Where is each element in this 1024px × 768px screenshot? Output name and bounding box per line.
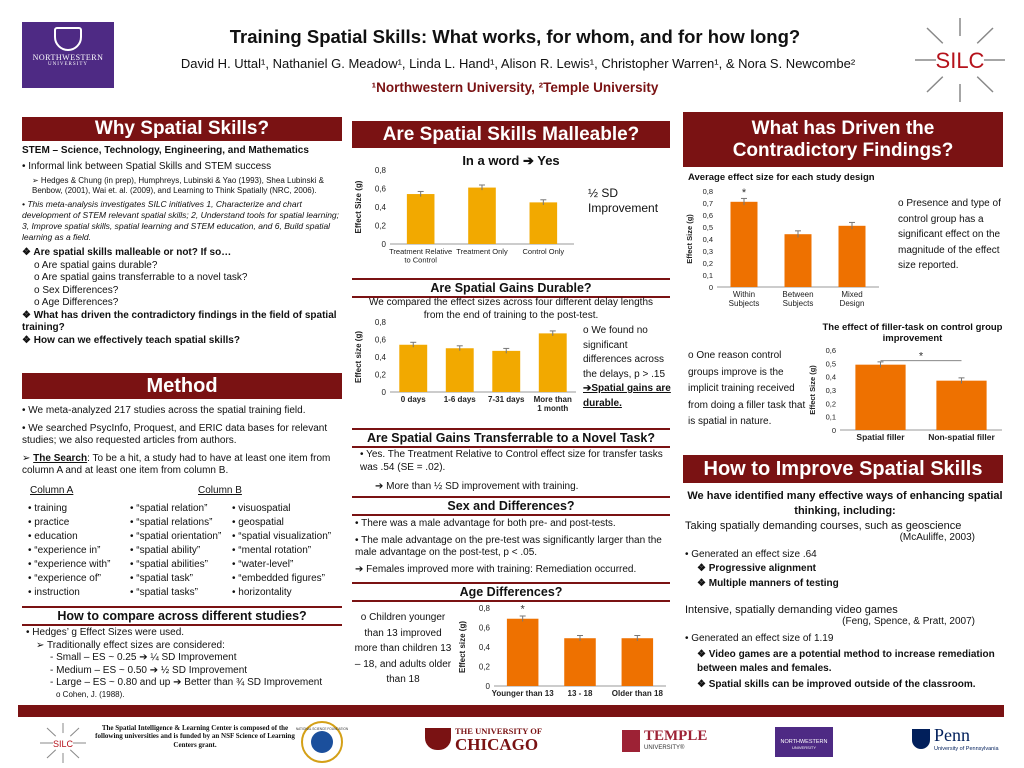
question-teach: ❖ How can we effectively teach spatial skills?: [22, 334, 240, 346]
transfer-header: Are Spatial Gains Transferrable to a Novel Task?: [352, 428, 670, 448]
x-tick-label: [782, 290, 813, 308]
list-item: • “experience with”: [28, 559, 111, 570]
chart-design: [683, 183, 883, 319]
age-note: o Children younger than 13 improved more than children 13 – 18, and adults older than 18: [354, 612, 452, 685]
y-tick-label: 0,1: [702, 271, 713, 280]
x-tick-line: Treatment Relative: [389, 247, 453, 256]
durable-header: Are Spatial Gains Durable?: [352, 278, 670, 298]
why-citations: ➢ Hedges & Chung (in prep), Humphreys, Lubinski & Yao (1993), Shea Lubinski & Benbow, (2001), Wai et. al. (2009), and Learning to Think Spatially (NRC, 2006).: [32, 176, 324, 195]
list-item: • “spatial tasks”: [130, 587, 198, 598]
sex-section: [355, 518, 670, 576]
x-tick-line: Control Only: [522, 247, 565, 256]
y-axis-label: Effect Size (g): [354, 180, 363, 234]
y-tick-label: 0,8: [374, 318, 386, 327]
bar: [785, 234, 812, 287]
question-head: ❖ Are spatial skills malleable or not? If so…: [22, 247, 232, 259]
list-item: • visuospatial: [232, 503, 291, 514]
video-games-method: Intensive, spatially demanding video games: [685, 604, 898, 617]
list-item: • “spatial task”: [130, 573, 193, 584]
x-tick-label: [840, 290, 865, 308]
courses-effect: • Generated an effect size .64: [685, 548, 817, 560]
question-transfer: o Are spatial gains transferrable to a novel task?: [34, 272, 248, 284]
bar: [492, 351, 520, 392]
x-tick-label: 13 - 18: [567, 689, 593, 698]
bar: [446, 348, 474, 392]
compare-small: - Small – ES ~ 0.25 ➔ ¼ SD Improvement: [50, 652, 237, 663]
bar: [530, 202, 558, 244]
chicago-logo: [425, 726, 555, 756]
list-item: • “spatial orientation”: [130, 531, 222, 542]
bar: [407, 194, 435, 244]
chicago-text-2: CHICAGO: [455, 735, 539, 754]
column-a-head: Column A: [30, 485, 74, 496]
sex-bullet-2: • The male advantage on the pre-test was significantly larger than the male advantage on the post-test, p < .05.: [355, 534, 662, 558]
silc-logo-text: SILC: [935, 48, 985, 73]
chicago-text-1: THE UNIVERSITY OF: [455, 726, 543, 736]
affiliations: ¹Northwestern University, ²Temple University: [371, 80, 659, 95]
feng-citation: (Feng, Spence, & Pratt, 2007): [842, 616, 975, 628]
question-contradictory: ❖ What has driven the contradictory findings in the field of spatial training?: [22, 309, 337, 334]
y-tick-label: 0,6: [478, 623, 490, 633]
list-item: • geospatial: [232, 517, 284, 528]
outside-classroom: ❖ Spatial skills can be improved outside of the classroom.: [697, 678, 976, 690]
y-tick-label: 0,3: [702, 247, 713, 256]
courses-method: Taking spatially demanding courses, such as geoscience: [685, 519, 962, 532]
in-a-word: In a word ➔ Yes: [462, 153, 560, 168]
logo-subtext: UNIVERSITY: [48, 62, 88, 67]
why-bullet-1: • Informal link between Spatial Skills and STEM success: [22, 160, 272, 172]
nsf-logo: [295, 720, 349, 764]
bar: [855, 365, 905, 430]
x-tick-label: 7-31 days: [488, 395, 525, 404]
question-age: o Age Differences?: [34, 297, 119, 309]
chart-malleable: [352, 164, 582, 274]
y-tick-label: 0,2: [702, 259, 713, 268]
y-tick-label: 0,4: [374, 203, 386, 212]
y-tick-label: 0: [485, 682, 490, 691]
method-bullet-1: • We meta-analyzed 217 studies across the spatial training field.: [22, 405, 306, 416]
northwestern-logo: [22, 22, 114, 88]
x-tick-label: [522, 247, 564, 256]
silc-footer-text: SILC: [52, 739, 74, 749]
y-tick-label: 0,4: [825, 372, 836, 382]
y-tick-label: 0,4: [374, 353, 386, 362]
y-tick-label: 0,6: [374, 184, 386, 194]
significance-star: *: [918, 350, 924, 363]
list-item: • horizontality: [232, 587, 292, 598]
x-tick-label: Spatial filler: [856, 432, 905, 442]
compare-medium: - Medium – ES ~ 0.50 ➔ ½ SD Improvement: [50, 664, 248, 676]
malleable-header: Are Spatial Skills Malleable?: [352, 121, 670, 148]
list-item: • “experience in”: [28, 545, 101, 556]
bar: [936, 381, 986, 430]
northwestern-footer-logo: [775, 727, 833, 757]
presence-note: o Presence and type of control group has a significant effect on the magnitude of the effect size reported.: [898, 198, 1001, 271]
compare-section: [26, 627, 346, 699]
footer-bar: [18, 705, 1004, 717]
x-tick-label: [456, 247, 508, 256]
y-tick-label: 0,8: [374, 166, 386, 175]
chicago-shield-icon: [425, 728, 451, 750]
y-axis-label: Effect Size (g): [808, 365, 817, 415]
how-intro: We have identified many effective ways of enhancing spatial thinking, including:: [687, 490, 1003, 517]
video-games-effect: • Generated an effect size of 1.19: [685, 633, 834, 645]
footer-text: The Spatial Intelligence & Learning Center is composed of the following universities and is funded by an NSF Science of Learning Centers grant.: [95, 724, 295, 749]
x-tick-line: to Control: [404, 255, 437, 265]
y-tick-label: 0: [381, 240, 386, 249]
arrow-icon: ➢: [22, 452, 34, 464]
y-tick-label: 0,7: [702, 199, 713, 208]
y-tick-label: 0,8: [702, 187, 713, 196]
transfer-bullet-2: ➔ More than ½ SD improvement with training.: [375, 481, 579, 492]
bar: [564, 638, 596, 686]
x-tick-label: [534, 395, 572, 413]
bar: [839, 226, 866, 287]
chart-age: [456, 602, 670, 704]
progressive-alignment: ❖ Progressive alignment: [697, 563, 817, 575]
sex-bullet-1: • There was a male advantage for both pre- and post-tests.: [355, 518, 616, 529]
method-search: [22, 453, 344, 478]
nw-footer-text: NORTHWESTERN: [780, 739, 828, 745]
penn-logo: [912, 727, 1012, 757]
bar: [468, 188, 496, 244]
x-tick-label: Younger than 13: [491, 689, 554, 698]
column-b-head: Column B: [198, 485, 242, 496]
y-axis-label: Effect Size (g): [685, 214, 694, 264]
durable-conclusion: ➔Spatial gains are durable.: [583, 383, 671, 409]
x-tick-label: Older than 18: [611, 689, 663, 698]
y-tick-label: 0,5: [702, 223, 713, 232]
penn-shield-icon: [912, 729, 930, 749]
sex-bullet-3: ➔ Females improved more with training: Remediation occurred.: [355, 563, 637, 575]
temple-t-icon: [622, 730, 640, 752]
y-tick-label: 0,1: [825, 412, 836, 422]
significance-star: *: [520, 603, 525, 616]
why-spatial-header: Why Spatial Skills?: [22, 117, 342, 141]
chart-filler: [806, 344, 1006, 446]
penn-subtext: University of Pennsylvania: [934, 746, 999, 752]
list-item: • education: [28, 531, 78, 542]
list-item: • “spatial ability”: [130, 545, 201, 556]
search-text: : To be a hit, a study had to have at least one item from column A and at least one item from column B.: [22, 452, 331, 476]
why-section: [22, 145, 342, 347]
x-tick-label: 0 days: [400, 395, 426, 404]
y-axis-label: Effect size (g): [458, 620, 467, 674]
temple-subtext: UNIVERSITY®: [644, 745, 685, 751]
y-tick-label: 0: [381, 388, 386, 397]
bar: [622, 638, 654, 686]
compare-bullet-2: ➢ Traditionally effect sizes are considered:: [36, 639, 225, 651]
durable-note: [583, 324, 673, 411]
x-tick-line: Within: [732, 290, 756, 299]
compare-bullet-1: • Hedges’ g Effect Sizes were used.: [26, 627, 185, 638]
driven-header: What has Driven the Contradictory Findings?: [683, 112, 1003, 167]
search-label: The Search: [33, 452, 88, 464]
bar: [507, 619, 539, 686]
y-tick-label: 0,8: [478, 604, 490, 613]
list-item: • training: [28, 503, 68, 514]
why-bullet-2: • This meta-analysis investigates SILC initiatives 1, Characterize and chart development of STEM relevant spatial skills; 2, Understand tools for spatial learning; 3, Improve spatial skills, spatial learning and STEM education, and 6, Build spatial learning as a field.: [22, 199, 340, 243]
temple-text: TEMPLE: [644, 728, 708, 744]
y-tick-label: 0,2: [825, 399, 836, 409]
x-tick-line: 1 month: [537, 404, 569, 413]
significance-star: *: [741, 186, 747, 199]
sex-header: Sex and Differences?: [352, 496, 670, 516]
authors: David H. Uttal¹, Nathaniel G. Meadow¹, Linda L. Hand¹, Alison R. Lewis¹, Christopher Warren¹, & Nora S. Newcombe²: [180, 56, 856, 71]
how-to-section: [685, 489, 1005, 691]
question-durable: o Are spatial gains durable?: [34, 259, 158, 271]
list-item: • “spatial abilities”: [130, 559, 208, 570]
list-item: • “experience of”: [28, 573, 101, 584]
y-tick-label: 0,6: [825, 346, 836, 355]
mcauliffe-citation: (McAuliffe, 2003): [899, 531, 975, 543]
list-item: • “spatial visualization”: [232, 531, 332, 542]
list-item: • instruction: [28, 587, 80, 598]
column-a-list: [28, 502, 128, 600]
y-tick-label: 0,4: [702, 235, 713, 244]
age-header: Age Differences?: [352, 582, 670, 602]
list-item: • “spatial relation”: [130, 503, 208, 514]
x-tick-line: More than: [533, 395, 572, 404]
y-tick-label: 0,2: [374, 221, 386, 231]
compare-header: How to compare across different studies?: [22, 606, 342, 626]
y-tick-label: 0,6: [702, 211, 713, 220]
method-bullet-2: • We searched PsycInfo, Proquest, and ERIC data bases for relevant studies; we also requested articles from authors.: [22, 422, 328, 446]
cohen-citation: o Cohen, J. (1988).: [56, 689, 125, 699]
list-item: • practice: [28, 517, 70, 528]
chart-durable: [352, 318, 580, 422]
filler-title: The effect of filler-task on control group improvement: [822, 322, 1003, 345]
bar: [399, 345, 427, 392]
y-tick-label: 0,4: [478, 643, 490, 652]
x-tick-label: 1-6 days: [443, 395, 476, 404]
bar: [539, 333, 567, 392]
y-tick-label: 0,2: [374, 370, 386, 380]
nsf-logo-text: NATIONAL SCIENCE FOUNDATION: [295, 727, 349, 731]
nw-footer-subtext: UNIVERSITY: [791, 745, 816, 750]
x-tick-label: [729, 290, 760, 308]
x-tick-line: Mixed: [841, 290, 863, 299]
list-item: • “water-level”: [232, 559, 294, 570]
x-tick-label: Non-spatial filler: [928, 432, 995, 442]
list-item: • “spatial relations”: [130, 517, 213, 528]
question-sex: o Sex Differences?: [34, 284, 119, 296]
x-tick-line: Design: [839, 299, 865, 308]
temple-logo: [622, 728, 708, 756]
method-section: [22, 405, 344, 478]
x-tick-line: Subjects: [782, 299, 814, 308]
x-tick-line: Subjects: [728, 299, 760, 308]
bar: [731, 202, 758, 287]
x-tick-line: Between: [782, 290, 814, 299]
transfer-bullet-1: • Yes. The Treatment Relative to Control effect size for transfer tasks was .54 (SE = .02).: [360, 449, 663, 473]
half-sd-label: ½ SD Improvement: [588, 186, 659, 215]
list-item: • “embedded figures”: [232, 573, 325, 584]
durable-text: We compared the effect sizes across four different delay lengths from the end of training to the post-test.: [368, 297, 654, 321]
silc-logo: [905, 14, 1015, 106]
y-tick-label: 0: [831, 426, 836, 435]
silc-footer-logo: [38, 722, 88, 764]
y-axis-label: Effect size (g): [354, 330, 363, 384]
list-item: • “mental rotation”: [232, 545, 312, 556]
crest-icon: [54, 27, 82, 51]
compare-large: - Large – ES ~ 0.80 and up ➔ Better than ¾ SD Improvement: [50, 677, 323, 688]
video-games-remediation: ❖ Video games are a potential method to increase remediation between males and females.: [697, 648, 995, 675]
durable-finding: o We found no significant differences across the delays, p > .15: [583, 325, 666, 380]
y-tick-label: 0: [708, 283, 713, 292]
multiple-testing: ❖ Multiple manners of testing: [697, 577, 839, 589]
how-to-header: How to Improve Spatial Skills: [683, 455, 1003, 483]
logo-text: NORTHWESTERN: [32, 53, 104, 62]
y-tick-label: 0,5: [825, 359, 836, 369]
y-tick-label: 0,6: [374, 335, 386, 345]
method-header: Method: [22, 373, 342, 399]
y-tick-label: 0,2: [478, 662, 490, 672]
x-tick-label: [389, 247, 452, 265]
avg-effect-title: Average effect size for each study design: [688, 172, 875, 183]
reason-note: o One reason control groups improve is the implicit training received from doing a filler task that is spatial in nature.: [688, 350, 806, 427]
column-b1-list: [130, 502, 235, 600]
x-tick-line: Treatment Only: [456, 247, 508, 256]
y-tick-label: 0,3: [825, 386, 836, 395]
stem-definition: STEM – Science, Technology, Engineering, and Mathematics: [22, 145, 309, 156]
penn-text: Penn: [934, 725, 970, 745]
column-b2-list: [232, 502, 344, 600]
poster-title: Training Spatial Skills: What works, for whom, and for how long?: [229, 26, 801, 47]
